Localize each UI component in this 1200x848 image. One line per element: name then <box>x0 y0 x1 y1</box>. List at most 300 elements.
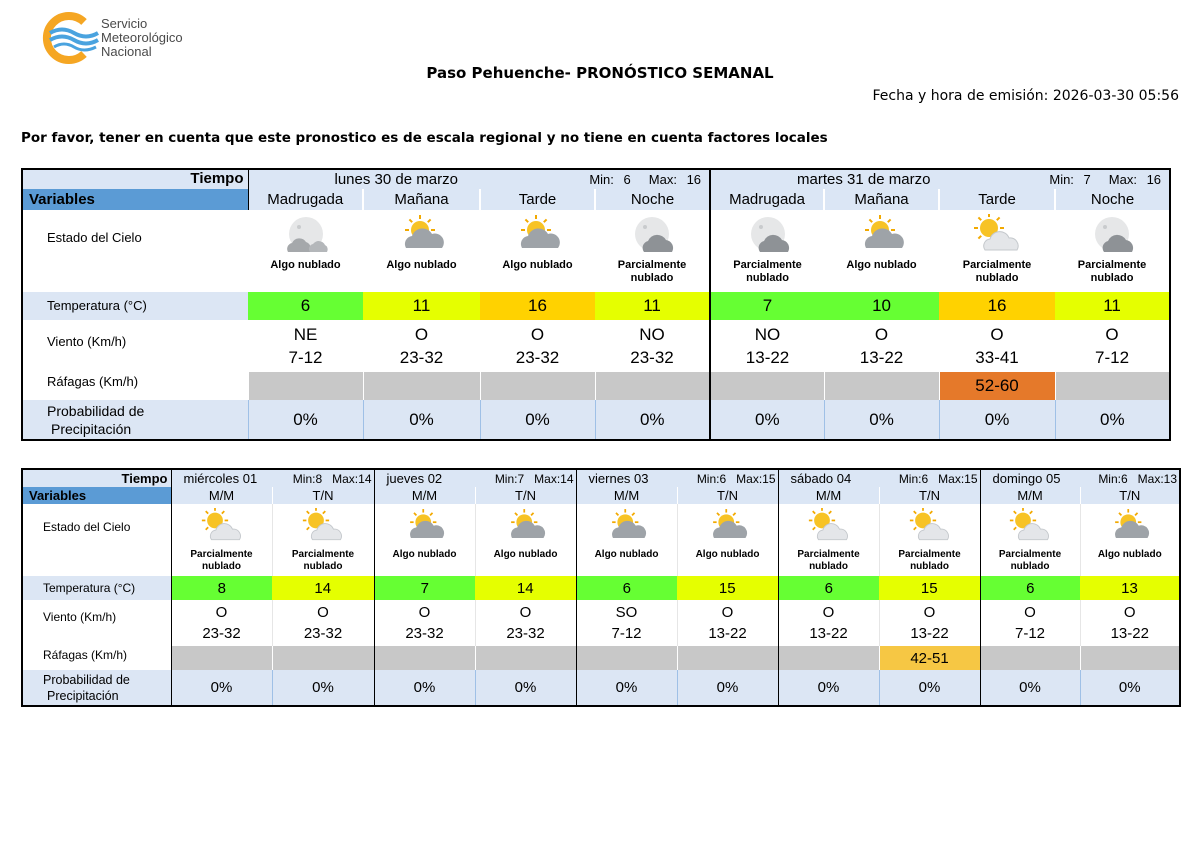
temp-value: 11 <box>412 296 431 315</box>
day-header <box>710 169 1170 189</box>
wind-speed: 23-32 <box>303 625 343 642</box>
sky-cell <box>475 504 576 576</box>
prob-value: 0% <box>409 409 434 429</box>
sky-cell <box>576 504 677 576</box>
period-label: M/M <box>613 488 640 503</box>
wind-direction: O <box>822 604 835 621</box>
wind-cell <box>171 600 272 646</box>
sky-description: Algo nublado <box>502 259 573 271</box>
day-min-max <box>583 172 701 187</box>
day-min-max <box>697 472 776 486</box>
prob-value: 0% <box>1019 679 1041 696</box>
sky-description: Parcialmente nublado <box>190 549 253 572</box>
gust-cell <box>939 372 1055 400</box>
wind-speed: 13-22 <box>745 348 790 367</box>
prob-cell <box>595 400 710 440</box>
sky-cell <box>363 210 480 292</box>
temp-value: 6 <box>622 579 631 597</box>
wind-speed: 7-12 <box>288 348 323 367</box>
org-name <box>101 17 183 59</box>
period-header <box>576 487 677 504</box>
sky-cell <box>980 504 1080 576</box>
gust-cell <box>480 372 595 400</box>
wind-cell <box>879 600 980 646</box>
temp-cell <box>480 292 595 320</box>
day-header <box>778 469 980 487</box>
prob-value: 0% <box>312 679 334 696</box>
gust-value: 52-60 <box>975 376 1019 395</box>
wind-cell <box>1080 600 1180 646</box>
prob-label-line: Probabilidad de <box>47 402 145 419</box>
period-label: M/M <box>208 488 235 503</box>
wind-speed: 23-32 <box>405 625 444 642</box>
wind-cell <box>272 600 374 646</box>
variables-label: Variables <box>29 191 95 208</box>
day-name: domingo 05 <box>992 471 1061 486</box>
period-label: T/N <box>919 488 940 503</box>
day-header <box>980 469 1180 487</box>
day-header <box>374 469 576 487</box>
sun-partly-cloud-icon <box>273 508 374 546</box>
day-name: martes 31 de marzo <box>797 171 931 188</box>
wind-direction: O <box>414 325 429 344</box>
min-value: Min:6 <box>1098 471 1128 486</box>
emission-datetime: Fecha y hora de emisión: 2026-03-30 05:56 <box>872 88 1179 104</box>
wind-direction: O <box>215 604 228 621</box>
temp-cell <box>677 576 778 600</box>
prob-value: 0% <box>615 679 638 696</box>
day-header <box>171 469 374 487</box>
period-header <box>272 487 374 504</box>
period-header <box>980 487 1080 504</box>
variables-label: Variables <box>29 488 87 503</box>
temp-value: 16 <box>987 296 1007 315</box>
period-label: Mañana <box>854 191 909 208</box>
temp-value: 7 <box>762 296 773 315</box>
prob-cell <box>576 670 677 706</box>
wind-cell <box>363 320 480 372</box>
sky-cell <box>778 504 879 576</box>
temp-label: Temperatura (°C) <box>43 581 136 595</box>
min-value: Min:8 <box>292 471 323 486</box>
temp-cell <box>272 576 374 600</box>
max-value: Max:14 <box>332 471 372 486</box>
gust-row-label <box>22 372 248 400</box>
temp-cell <box>1080 576 1180 600</box>
forecast-table-days-1-2 <box>21 168 1171 441</box>
prob-cell <box>879 670 980 706</box>
day-min-max <box>1098 472 1177 486</box>
sky-description: Parcialmente nublado <box>898 549 961 572</box>
temp-label: Temperatura (°C) <box>47 298 147 313</box>
prob-value: 0% <box>984 409 1010 429</box>
period-header <box>710 189 824 210</box>
min-value: 7 <box>1083 172 1091 187</box>
sun-cloud-icon <box>824 214 939 257</box>
day-min-max <box>495 472 574 486</box>
max-label: Max: <box>648 172 677 187</box>
wind-cell <box>595 320 710 372</box>
sky-description: Parcialmente nublado <box>617 259 687 284</box>
sky-cell <box>939 210 1055 292</box>
period-header <box>778 487 879 504</box>
variables-header <box>22 189 248 210</box>
period-header <box>1055 189 1170 210</box>
wind-direction: O <box>923 604 936 621</box>
prob-value: 0% <box>1118 679 1141 696</box>
wind-direction: O <box>874 325 889 344</box>
temp-value: 14 <box>516 579 534 597</box>
temp-cell <box>248 292 363 320</box>
temp-cell <box>374 576 475 600</box>
prob-cell <box>939 400 1055 440</box>
wind-speed: 23-32 <box>630 348 674 367</box>
sun-partly-cloud-icon <box>779 508 879 546</box>
sky-cell <box>272 504 374 576</box>
prob-value: 0% <box>210 679 233 696</box>
gust-value: 42-51 <box>910 649 949 667</box>
day-header <box>576 469 778 487</box>
min-value: Min:6 <box>696 471 727 486</box>
temp-cell <box>576 576 677 600</box>
gust-cell <box>710 372 824 400</box>
sky-cell <box>248 210 363 292</box>
gust-label: Ráfagas (Km/h) <box>47 374 139 389</box>
sky-cell <box>824 210 939 292</box>
period-label: Noche <box>1090 191 1135 208</box>
prob-cell <box>1080 670 1180 706</box>
period-label: T/N <box>1119 488 1141 503</box>
prob-cell <box>480 400 595 440</box>
max-value: Max:13 <box>1137 471 1178 486</box>
prob-cell <box>778 670 879 706</box>
prob-value: 0% <box>293 409 318 429</box>
sun-cloud-icon <box>1081 508 1180 546</box>
period-label: Tarde <box>978 191 1016 208</box>
period-header <box>475 487 576 504</box>
wind-speed: 23-32 <box>399 348 444 367</box>
wind-direction: O <box>1105 325 1119 344</box>
temp-cell <box>1055 292 1170 320</box>
prob-row-label <box>22 670 171 706</box>
sun-partly-cloud-icon <box>172 508 272 546</box>
max-value: Max:14 <box>534 471 574 486</box>
temp-cell <box>980 576 1080 600</box>
sky-description: Parcialmente nublado <box>962 259 1032 284</box>
period-header <box>677 487 778 504</box>
temp-row-label <box>22 576 171 600</box>
disclaimer-note: Por favor, tener en cuenta que este pronostico es de escala regional y no tiene en cuenta factores locales <box>21 130 828 146</box>
min-value: Min:7 <box>494 471 525 486</box>
temp-cell <box>778 576 879 600</box>
sun-cloud-icon <box>480 214 595 257</box>
period-label: M/M <box>1017 488 1043 503</box>
prob-cell <box>677 670 778 706</box>
wind-speed: 7-12 <box>1095 348 1130 367</box>
prob-label-line: Precipitación <box>47 688 119 703</box>
sky-description: Parcialmente nublado <box>291 549 355 572</box>
wind-speed: 23-32 <box>515 348 560 367</box>
sun-partly-cloud-icon <box>981 508 1080 546</box>
gust-cell <box>576 646 677 670</box>
temp-value: 13 <box>1121 579 1138 597</box>
wind-cell <box>374 600 475 646</box>
wind-direction: NO <box>754 325 781 344</box>
wind-cell <box>475 600 576 646</box>
sun-partly-cloud-icon <box>880 508 980 546</box>
min-value: Min:6 <box>898 471 929 486</box>
sky-cell <box>879 504 980 576</box>
wind-direction: O <box>990 325 1004 344</box>
prob-cell <box>710 400 824 440</box>
sky-description: Algo nublado <box>846 259 917 271</box>
gust-row-label <box>22 646 171 670</box>
moon-cloud-icon <box>595 214 709 257</box>
sky-cell <box>171 504 272 576</box>
period-header <box>595 189 710 210</box>
min-value: 6 <box>623 172 631 187</box>
prob-value: 0% <box>413 679 436 696</box>
prob-cell <box>248 400 363 440</box>
gust-cell <box>677 646 778 670</box>
gust-cell <box>248 372 363 400</box>
period-header <box>374 487 475 504</box>
sky-cell <box>595 210 710 292</box>
sky-description: Parcialmente nublado <box>797 549 860 572</box>
period-label: Tarde <box>518 191 557 208</box>
wind-speed: 13-22 <box>1110 625 1149 642</box>
gust-cell <box>363 372 480 400</box>
gust-cell <box>1080 646 1180 670</box>
temp-cell <box>363 292 480 320</box>
prob-value: 0% <box>514 679 537 696</box>
prob-value: 0% <box>1100 409 1125 429</box>
temp-value: 11 <box>643 296 661 315</box>
day-name: viernes 03 <box>588 471 649 486</box>
prob-value: 0% <box>525 409 550 429</box>
sky-cell <box>1080 504 1180 576</box>
tiempo-header <box>22 469 171 487</box>
prob-cell <box>980 670 1080 706</box>
tiempo-label: Tiempo <box>121 471 168 486</box>
sky-label: Estado del Cielo <box>47 230 142 245</box>
wind-cell <box>824 320 939 372</box>
page-title: Paso Pehuenche- PRONÓSTICO SEMANAL <box>426 64 774 82</box>
prob-cell <box>374 670 475 706</box>
sun-partly-cloud-icon <box>939 214 1055 257</box>
temp-value: 15 <box>718 579 736 597</box>
sky-cell <box>1055 210 1170 292</box>
max-value: Max:15 <box>938 471 978 486</box>
wind-cell <box>939 320 1055 372</box>
prob-cell <box>475 670 576 706</box>
temp-value: 6 <box>824 579 833 597</box>
wind-speed: 7-12 <box>1015 625 1046 642</box>
max-value: 16 <box>686 172 702 187</box>
tiempo-header <box>22 169 248 189</box>
sky-row-label <box>22 210 248 292</box>
period-label: T/N <box>515 488 536 503</box>
sky-description: Algo nublado <box>392 549 457 560</box>
wind-cell <box>710 320 824 372</box>
forecast-table-days-3-7 <box>21 468 1181 707</box>
max-value: 16 <box>1146 172 1162 187</box>
wind-direction: NO <box>639 325 665 344</box>
wind-cell <box>1055 320 1170 372</box>
day-min-max <box>899 472 978 486</box>
wind-speed: 13-22 <box>809 625 848 642</box>
wind-direction: O <box>519 604 532 621</box>
prob-value: 0% <box>754 409 780 429</box>
wind-cell <box>677 600 778 646</box>
sky-cell <box>710 210 824 292</box>
wind-cell <box>480 320 595 372</box>
sky-description: Algo nublado <box>270 259 341 271</box>
wind-cell <box>980 600 1080 646</box>
moon-cloud-icon <box>1055 214 1169 257</box>
sky-row-label <box>22 504 171 576</box>
tiempo-label: Tiempo <box>190 170 244 187</box>
prob-row-label <box>22 400 248 440</box>
wind-direction: O <box>317 604 329 621</box>
wind-direction: O <box>1024 604 1036 621</box>
org-line: Meteorológico <box>101 30 183 45</box>
period-header <box>248 189 363 210</box>
period-label: T/N <box>312 488 334 503</box>
temp-value: 15 <box>920 579 938 597</box>
wind-speed: 23-32 <box>506 625 545 642</box>
period-label: Madrugada <box>729 191 805 208</box>
day-min-max <box>1043 172 1161 187</box>
prob-label-line: Probabilidad de <box>43 672 130 687</box>
temp-value: 11 <box>1103 296 1121 315</box>
sky-description: Algo nublado <box>493 549 558 560</box>
gust-cell <box>595 372 710 400</box>
sky-cell <box>374 504 475 576</box>
prob-value: 0% <box>817 679 840 696</box>
smn-logo-icon <box>36 12 100 64</box>
gust-cell <box>374 646 475 670</box>
gust-cell <box>171 646 272 670</box>
wind-label: Viento (Km/h) <box>43 610 117 624</box>
wind-speed: 13-22 <box>859 348 904 367</box>
sky-description: Algo nublado <box>1097 549 1162 560</box>
period-header <box>879 487 980 504</box>
wind-direction: O <box>721 604 734 621</box>
gust-cell <box>980 646 1080 670</box>
wind-direction: SO <box>615 604 638 621</box>
prob-cell <box>272 670 374 706</box>
sun-cloud-icon <box>678 508 778 546</box>
temp-value: 7 <box>420 579 429 597</box>
temp-value: 14 <box>314 579 332 597</box>
wind-cell <box>576 600 677 646</box>
temp-value: 6 <box>1026 579 1035 597</box>
wind-speed: 13-22 <box>708 625 747 642</box>
sun-cloud-icon <box>476 508 576 546</box>
temp-cell <box>595 292 710 320</box>
gust-cell <box>272 646 374 670</box>
temp-row-label <box>22 292 248 320</box>
temp-cell <box>879 576 980 600</box>
wind-direction: O <box>1123 604 1136 621</box>
wind-row-label <box>22 320 248 372</box>
min-label: Min: <box>589 172 614 187</box>
gust-cell <box>778 646 879 670</box>
wind-speed: 33-41 <box>975 348 1019 367</box>
day-name: sábado 04 <box>790 471 852 486</box>
sky-description: Algo nublado <box>594 549 659 560</box>
prob-label-line: Precipitación <box>51 420 132 437</box>
org-line: Nacional <box>101 44 152 59</box>
prob-value: 0% <box>869 409 894 429</box>
gust-label: Ráfagas (Km/h) <box>43 648 128 662</box>
sky-cell <box>677 504 778 576</box>
sun-cloud-icon <box>363 214 480 257</box>
sky-description: Parcialmente nublado <box>733 259 802 284</box>
variables-header <box>22 487 171 504</box>
sky-cell <box>480 210 595 292</box>
day-name: jueves 02 <box>386 471 443 486</box>
gust-cell <box>824 372 939 400</box>
temp-value: 10 <box>872 296 891 315</box>
day-header <box>248 169 710 189</box>
temp-value: 16 <box>528 296 547 315</box>
temp-cell <box>475 576 576 600</box>
wind-direction: O <box>418 604 431 621</box>
prob-cell <box>1055 400 1170 440</box>
period-header <box>939 189 1055 210</box>
temp-cell <box>171 576 272 600</box>
min-label: Min: <box>1049 172 1074 187</box>
day-name: lunes 30 de marzo <box>334 171 458 188</box>
wind-row-label <box>22 600 171 646</box>
period-header <box>363 189 480 210</box>
day-min-max <box>293 472 372 486</box>
wind-cell <box>248 320 363 372</box>
temp-value: 8 <box>217 579 226 597</box>
prob-value: 0% <box>639 409 665 429</box>
temp-cell <box>824 292 939 320</box>
prob-value: 0% <box>918 679 941 696</box>
prob-cell <box>824 400 939 440</box>
period-label: M/M <box>411 488 438 503</box>
gust-cell <box>879 646 980 670</box>
prob-value: 0% <box>716 679 739 696</box>
sky-description: Algo nublado <box>386 259 457 271</box>
sun-cloud-icon <box>375 508 475 546</box>
sun-cloud-icon <box>577 508 677 546</box>
period-header <box>824 189 939 210</box>
wind-cell <box>778 600 879 646</box>
temp-cell <box>710 292 824 320</box>
sky-label: Estado del Cielo <box>43 520 131 534</box>
wind-direction: NE <box>293 325 318 344</box>
period-label: Mañana <box>394 191 449 208</box>
wind-speed: 23-32 <box>202 625 241 642</box>
wind-label: Viento (Km/h) <box>47 334 127 349</box>
temp-value: 6 <box>300 296 311 315</box>
prob-cell <box>363 400 480 440</box>
period-label: T/N <box>717 488 738 503</box>
period-label: Madrugada <box>267 191 344 208</box>
period-header <box>171 487 272 504</box>
wind-direction: O <box>530 325 545 344</box>
temp-cell <box>939 292 1055 320</box>
sky-description: Algo nublado <box>695 549 760 560</box>
gust-cell <box>1055 372 1170 400</box>
prob-cell <box>171 670 272 706</box>
